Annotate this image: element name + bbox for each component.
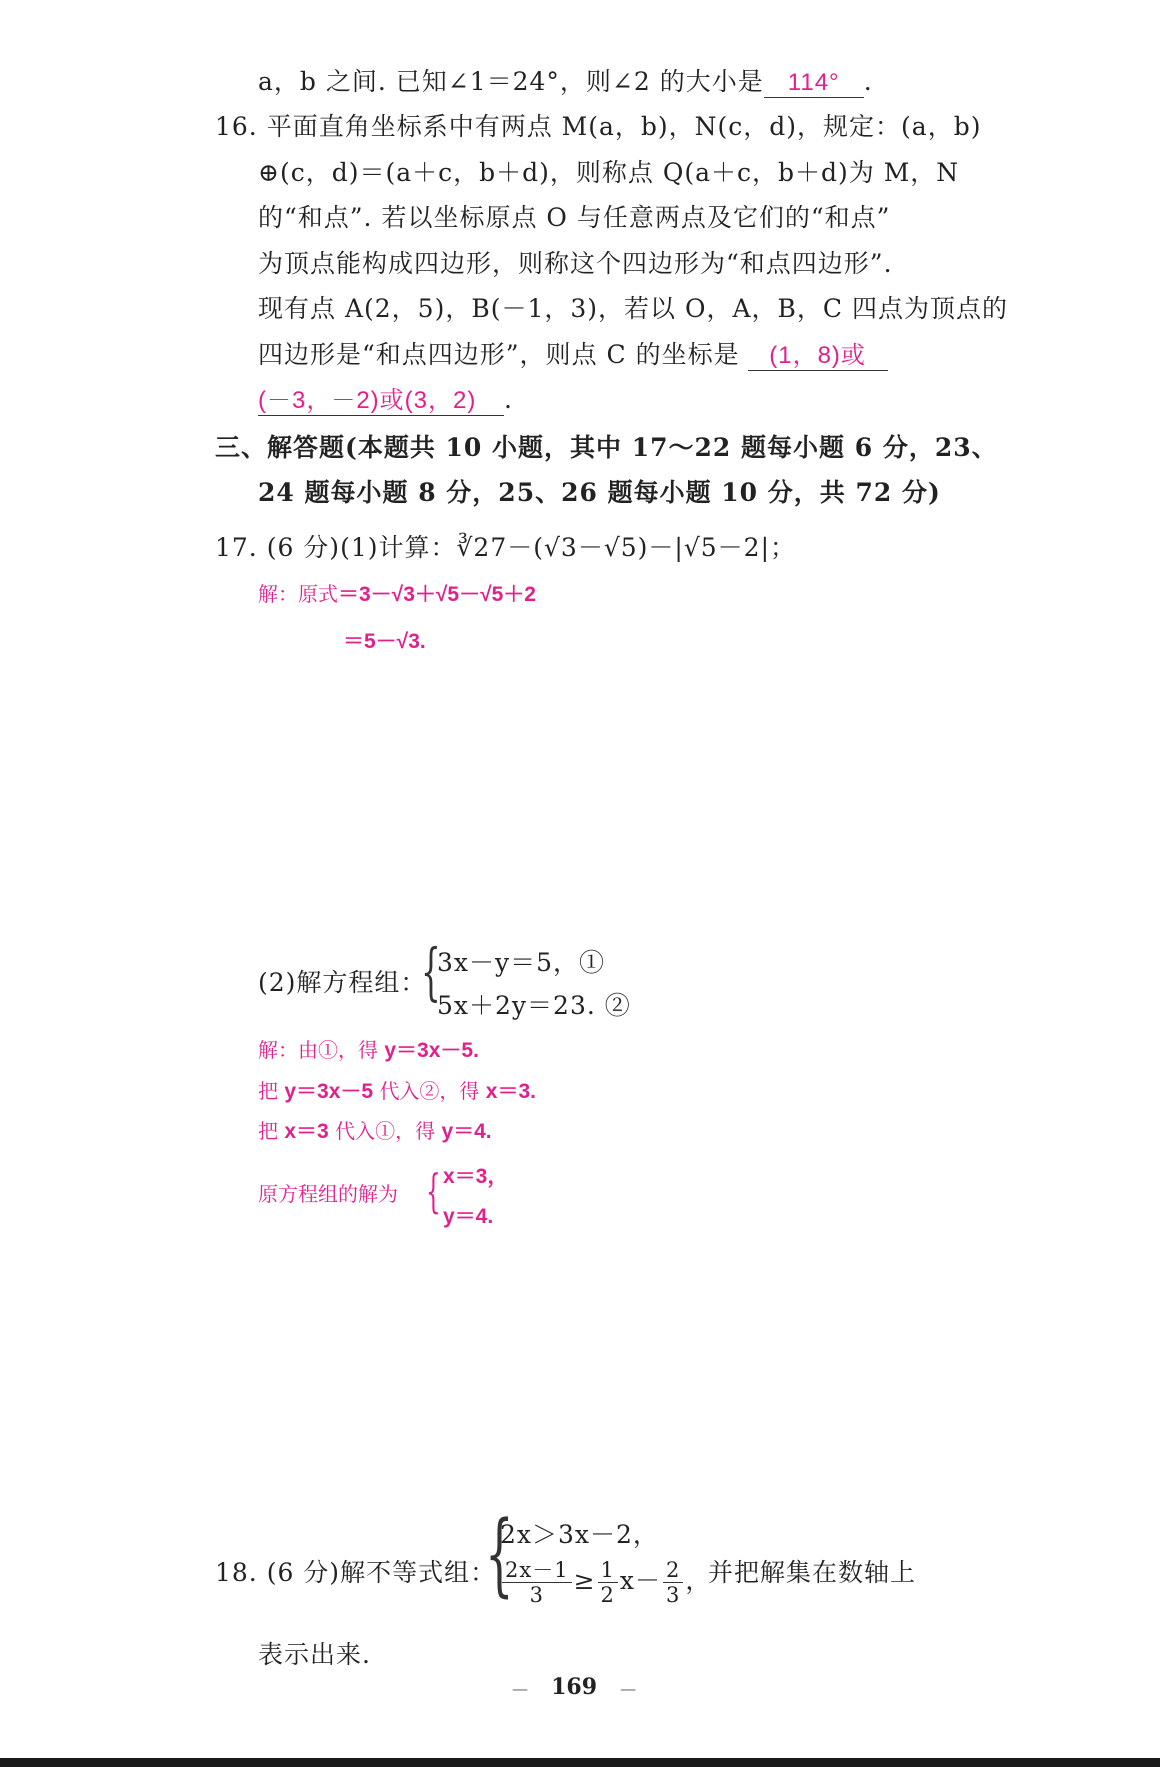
q17-solution-2-line-3 <box>258 1115 492 1145</box>
q17-solution-y <box>443 1200 493 1230</box>
q17-sol2-l3-text: 把 <box>258 1119 278 1143</box>
answer-blank-16b <box>258 380 504 416</box>
page-footer <box>512 1674 636 1700</box>
line-top-text: a，b 之间. 已知∠1＝24°，则∠2 的大小是 <box>258 67 764 96</box>
q18-frac2-den: 2 <box>600 1583 615 1607</box>
q16-line-6-text: 四边形是“和点四边形”，则点 C 的坐标是 <box>258 340 740 369</box>
q16-line-2: ⊕(c，d)＝(a＋c，b＋d)，则称点 Q(a＋c，b＋d)为 M，N <box>258 158 960 187</box>
q17-sol2-l1-text: 解：由①，得 <box>258 1038 378 1062</box>
q17-sol2-l2-text: 把 <box>258 1079 278 1103</box>
answer-15: 114° <box>787 69 840 96</box>
q18-comma: ， <box>685 1566 712 1595</box>
q18-fraction-1 <box>502 1558 572 1607</box>
page-number: 169 <box>551 1674 598 1700</box>
q17-sol2-l2-mid: 代入②，得 <box>379 1079 480 1103</box>
q17-solution-1-step-1: ＝3－√3＋√5－√5＋2 <box>338 583 536 606</box>
section-3-heading-line-2: 24 题每小题 8 分，25、26 题每小题 10 分，共 72 分) <box>258 478 941 507</box>
q18-label: 18. (6 分)解不等式组： <box>215 1558 497 1587</box>
q16-line-4: 为顶点能构成四边形，则称这个四边形为“和点四边形”. <box>258 249 893 278</box>
q16-end: . <box>504 385 513 414</box>
q16-line-3: 的“和点”. 若以坐标原点 O 与任意两点及它们的“和点” <box>258 203 891 232</box>
answer-16-part2: (－3，－2)或(3，2) <box>258 387 477 414</box>
q18-inequality-1: 2x＞3x－2， <box>500 1520 659 1549</box>
q16-line-1: 16. 平面直角坐标系中有两点 M(a，b)，N(c，d)，规定：(a，b) <box>215 112 982 141</box>
q17-solution-1-line-1 <box>258 578 536 608</box>
q17-solution-y-value: y＝4. <box>443 1205 494 1228</box>
q18-instruction: 并把解集在数轴上 <box>708 1558 917 1587</box>
q17-solution-2-line-2 <box>258 1075 536 1105</box>
q16-line-7 <box>258 380 513 416</box>
q17-sol2-l2-eq1: y＝3x－5 <box>284 1080 374 1103</box>
q17-equation-1: 3x－y＝5，① <box>437 948 606 977</box>
q17-system-brace: { <box>421 935 441 1008</box>
q17-sol2-l3-eq1: x＝3 <box>284 1120 329 1143</box>
q17-solution-1-line-2 <box>343 625 426 655</box>
q18-frac3-den: 3 <box>666 1583 681 1607</box>
q17-solution-1-step-2: ＝5－√3. <box>343 630 426 653</box>
q17-part1-expression: ∛27－(√3－√5)－|√5－2|； <box>456 533 796 562</box>
line-top <box>258 62 873 98</box>
q17-solution-1-label: 解：原式 <box>258 582 338 606</box>
q17-sol2-l3-mid: 代入①，得 <box>335 1119 436 1143</box>
q16-line-6 <box>258 335 888 371</box>
bottom-bar <box>0 1758 1160 1767</box>
section-3-heading-line-1: 三、解答题(本题共 10 小题，其中 17～22 题每小题 6 分，23、 <box>215 433 998 462</box>
answer-blank-15 <box>764 67 864 98</box>
q18-fraction-3 <box>663 1558 683 1607</box>
footer-dash-left: — <box>512 1679 528 1698</box>
q18-frac1-num: 2x－1 <box>502 1558 572 1583</box>
q17-sol2-l2-eq2: x＝3. <box>485 1080 536 1103</box>
q16-line-5: 现有点 A(2，5)，B(－1，3)，若以 O，A，B，C 四点为顶点的 <box>258 294 1008 323</box>
q18-frac1-den: 3 <box>529 1583 544 1607</box>
q17-part2-label: (2)解方程组： <box>258 968 427 997</box>
q17-part1-label: 17. (6 分)(1)计算： <box>215 533 457 562</box>
q17-solution-brace: { <box>426 1164 441 1218</box>
q17-solution-2-line-1 <box>258 1034 479 1064</box>
q18-inequality-2 <box>500 1558 711 1607</box>
q17-solution-2-final-label: 原方程组的解为 <box>258 1182 398 1206</box>
q18-instruction-line-2: 表示出来. <box>258 1640 371 1669</box>
q18-system-brace: { <box>485 1502 514 1607</box>
q17-solution-x <box>443 1160 508 1190</box>
q17-sol2-l1-eq: y＝3x－5. <box>384 1039 479 1062</box>
q18-frac2-num: 1 <box>598 1558 618 1583</box>
q17-part1 <box>215 528 796 564</box>
q17-solution-x-value: x＝3， <box>443 1165 509 1188</box>
q17-sol2-l3-eq2: y＝4. <box>441 1120 492 1143</box>
q18-ge: ≥ <box>573 1566 596 1595</box>
q18-x-minus: x－ <box>619 1566 662 1595</box>
footer-dash-right: — <box>620 1679 637 1698</box>
q18-frac3-num: 2 <box>663 1558 683 1583</box>
q17-equation-2: 5x＋2y＝23. ② <box>437 991 631 1020</box>
line-top-end: . <box>863 67 873 96</box>
answer-blank-16a <box>748 335 888 371</box>
answer-16-part1: (1，8)或 <box>769 342 866 369</box>
q18-fraction-2 <box>598 1558 618 1607</box>
